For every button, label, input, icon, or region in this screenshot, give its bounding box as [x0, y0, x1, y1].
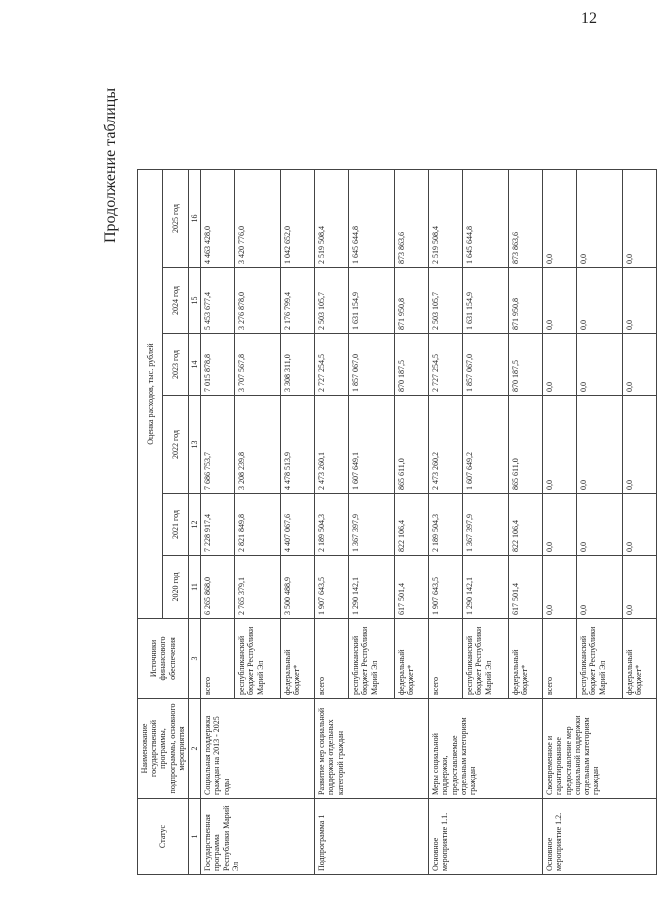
value-cell: 1 857 067,0 — [463, 334, 509, 396]
value-cell: 2 473 260,1 — [315, 396, 349, 494]
expenditure-table — [137, 169, 657, 875]
value-cell: 2 473 260,2 — [429, 396, 463, 494]
row-status: Государственная программа Республики Марий Эл — [201, 799, 315, 875]
value-cell: 7 015 878,8 — [201, 334, 235, 396]
value-cell: 4 407 067,6 — [281, 494, 315, 556]
row-status: Основное мероприятие 1.2. — [543, 799, 657, 875]
value-cell: 1 645 644,8 — [463, 170, 509, 268]
value-cell: 873 863,6 — [395, 170, 429, 268]
table-row — [429, 170, 463, 875]
value-cell: 0,0 — [623, 268, 657, 334]
row-name: Меры социальной поддержки, предоставляемые отдельным категориям граждан — [429, 699, 543, 799]
value-cell: 0,0 — [577, 170, 623, 268]
value-cell: 870 187,5 — [395, 334, 429, 396]
value-cell: 1 290 142,1 — [349, 556, 395, 619]
column-index: 15 — [188, 268, 200, 334]
header-year: 2024 год — [163, 268, 188, 334]
column-index: 16 — [188, 170, 200, 268]
value-cell: 873 863,6 — [509, 170, 543, 268]
value-cell: 0,0 — [623, 396, 657, 494]
row-name: Развитие мер социальной поддержки отдельных категорий граждан — [315, 699, 429, 799]
header-year: 2023 год — [163, 334, 188, 396]
value-cell: 3 308 311,0 — [281, 334, 315, 396]
value-cell: 1 607 649,1 — [349, 396, 395, 494]
value-cell: 2 503 105,7 — [429, 268, 463, 334]
row-source: федеральный бюджет* — [509, 619, 543, 699]
value-cell: 865 611,0 — [509, 396, 543, 494]
value-cell: 0,0 — [577, 556, 623, 619]
value-cell: 1 907 643,5 — [429, 556, 463, 619]
value-cell: 1 857 067,0 — [349, 334, 395, 396]
value-cell: 0,0 — [543, 268, 577, 334]
value-cell: 0,0 — [543, 334, 577, 396]
value-cell: 2 189 504,3 — [429, 494, 463, 556]
value-cell: 0,0 — [577, 396, 623, 494]
value-cell: 3 208 239,8 — [235, 396, 281, 494]
value-cell: 7 228 917,4 — [201, 494, 235, 556]
value-cell: 0,0 — [543, 494, 577, 556]
column-index: 14 — [188, 334, 200, 396]
value-cell: 0,0 — [543, 396, 577, 494]
value-cell: 1 607 649,2 — [463, 396, 509, 494]
header-name: Наименование государственной программы, подпрограммы, основного мероприятия — [138, 699, 189, 799]
value-cell: 871 950,8 — [395, 268, 429, 334]
column-index: 2 — [188, 699, 200, 799]
row-source: республиканский бюджет Республики Марий Эл — [577, 619, 623, 699]
value-cell: 2 503 105,7 — [315, 268, 349, 334]
header-year: 2025 год — [163, 170, 188, 268]
value-cell: 0,0 — [577, 334, 623, 396]
header-year: 2022 год — [163, 396, 188, 494]
column-index: 12 — [188, 494, 200, 556]
header-status: Статус — [138, 799, 189, 875]
header-source: Источники финансового обеспечения — [138, 619, 189, 699]
value-cell: 0,0 — [623, 556, 657, 619]
value-cell: 0,0 — [543, 556, 577, 619]
value-cell: 2 189 504,3 — [315, 494, 349, 556]
column-index: 11 — [188, 556, 200, 619]
value-cell: 617 501,4 — [509, 556, 543, 619]
value-cell: 870 187,5 — [509, 334, 543, 396]
continuation-title: Продолжение таблицы — [102, 87, 119, 243]
value-cell: 1 367 397,9 — [463, 494, 509, 556]
value-cell: 1 367 397,9 — [349, 494, 395, 556]
column-index: 3 — [188, 619, 200, 699]
value-cell: 822 106,4 — [509, 494, 543, 556]
value-cell: 1 290 142,1 — [463, 556, 509, 619]
value-cell: 0,0 — [623, 170, 657, 268]
value-cell: 6 265 868,0 — [201, 556, 235, 619]
table-body — [201, 170, 657, 875]
value-cell: 2 727 254,5 — [315, 334, 349, 396]
row-source: всего — [429, 619, 463, 699]
column-index: 13 — [188, 396, 200, 494]
value-cell: 822 106,4 — [395, 494, 429, 556]
value-cell: 5 453 677,4 — [201, 268, 235, 334]
row-source: республиканский бюджет Республики Марий Эл — [349, 619, 395, 699]
value-cell: 3 500 488,9 — [281, 556, 315, 619]
column-index: 1 — [188, 799, 200, 875]
value-cell: 865 611,0 — [395, 396, 429, 494]
table-row — [201, 170, 235, 875]
header-year: 2021 год — [163, 494, 188, 556]
value-cell: 1 907 643,5 — [315, 556, 349, 619]
value-cell: 3 420 776,0 — [235, 170, 281, 268]
value-cell: 0,0 — [623, 334, 657, 396]
value-cell: 2 821 849,8 — [235, 494, 281, 556]
row-source: всего — [315, 619, 349, 699]
value-cell: 7 686 753,7 — [201, 396, 235, 494]
page-number: 12 — [581, 10, 597, 27]
value-cell: 0,0 — [623, 494, 657, 556]
row-source: федеральный бюджет* — [281, 619, 315, 699]
value-cell: 4 478 513,9 — [281, 396, 315, 494]
value-cell: 1 645 644,8 — [349, 170, 395, 268]
table-row — [315, 170, 349, 875]
row-status: Основное мероприятие 1.1. — [429, 799, 543, 875]
value-cell: 617 501,4 — [395, 556, 429, 619]
value-cell: 0,0 — [577, 494, 623, 556]
row-source: республиканский бюджет Республики Марий Эл — [463, 619, 509, 699]
row-source: федеральный бюджет* — [395, 619, 429, 699]
row-source: всего — [201, 619, 235, 699]
value-cell: 871 950,8 — [509, 268, 543, 334]
value-cell: 1 042 652,0 — [281, 170, 315, 268]
table-row — [543, 170, 577, 875]
row-name: Своевременное и гарантированное предоставление мер социальной поддержки отдельным категориям граждан — [543, 699, 657, 799]
value-cell: 2 176 799,4 — [281, 268, 315, 334]
value-cell: 4 463 428,0 — [201, 170, 235, 268]
value-cell: 3 707 567,8 — [235, 334, 281, 396]
row-status: Подпрограмма 1 — [315, 799, 429, 875]
value-cell: 3 276 878,0 — [235, 268, 281, 334]
value-cell: 0,0 — [577, 268, 623, 334]
value-cell: 1 631 154,9 — [463, 268, 509, 334]
header-estimate: Оценка расходов, тыс. рублей — [138, 170, 163, 619]
row-source: федеральный бюджет* — [623, 619, 657, 699]
value-cell: 2 519 508,4 — [429, 170, 463, 268]
value-cell: 2 765 379,1 — [235, 556, 281, 619]
value-cell: 1 631 154,9 — [349, 268, 395, 334]
value-cell: 2 727 254,5 — [429, 334, 463, 396]
header-year: 2020 год — [163, 556, 188, 619]
row-source: всего — [543, 619, 577, 699]
value-cell: 2 519 508,4 — [315, 170, 349, 268]
row-name: Социальная поддержка граждан на 2013 - 2025 годы — [201, 699, 315, 799]
value-cell: 0,0 — [543, 170, 577, 268]
row-source: республиканский бюджет Республики Марий Эл — [235, 619, 281, 699]
